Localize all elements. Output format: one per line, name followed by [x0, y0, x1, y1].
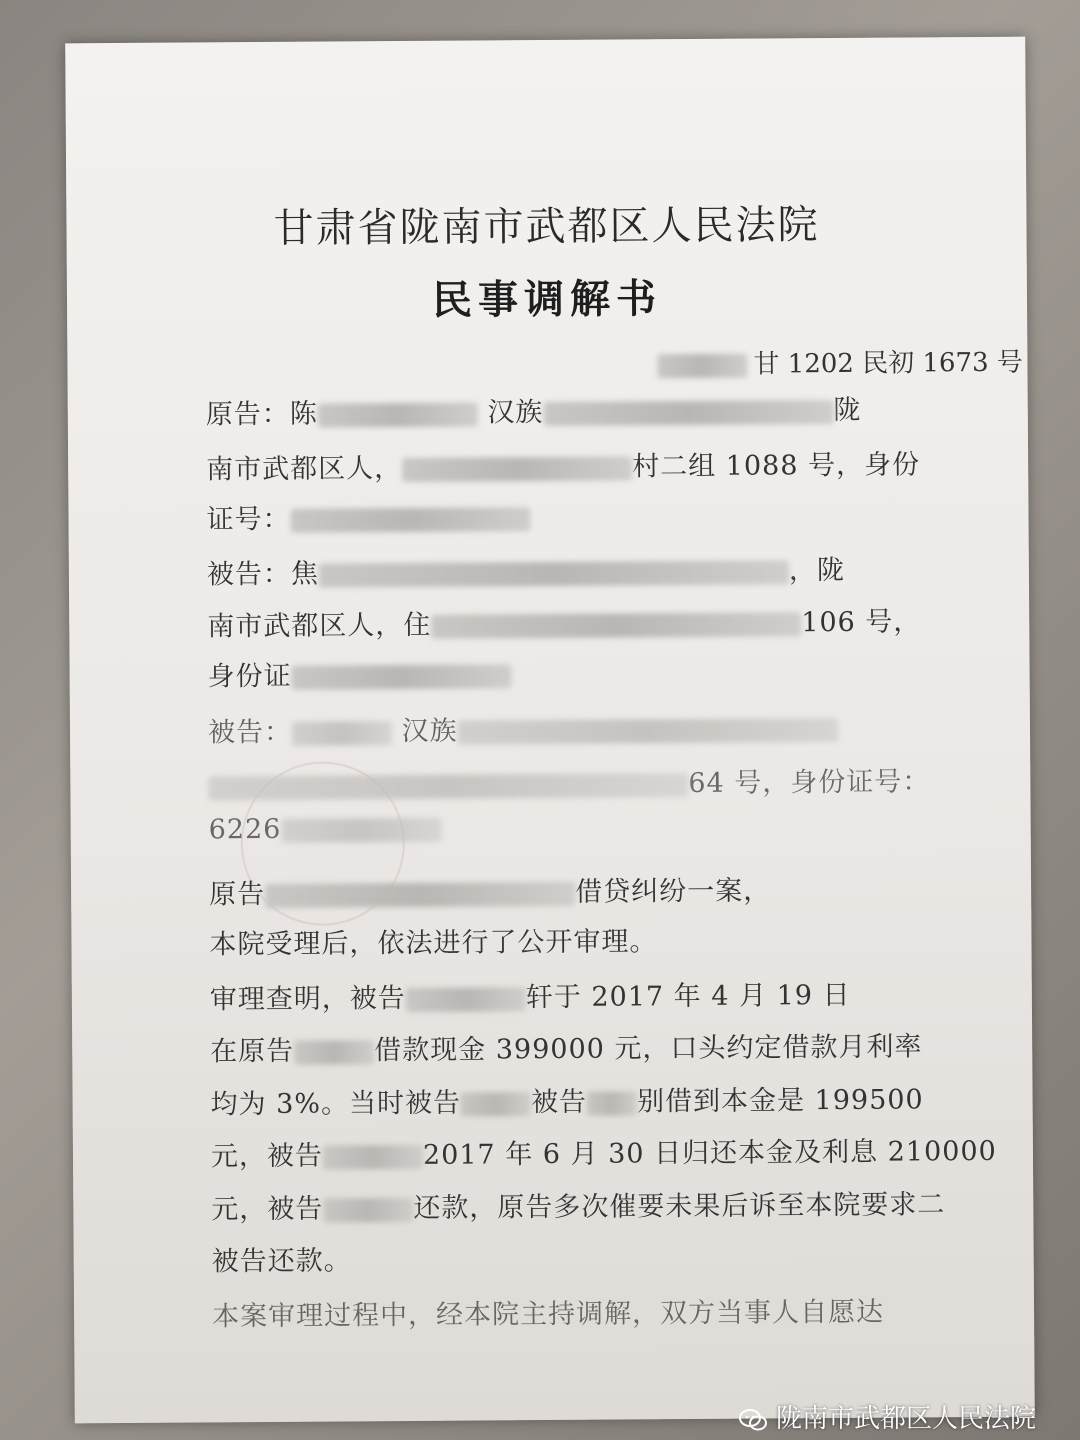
defendant1-line-3 — [207, 652, 511, 693]
text: 64 号，身份证号： — [688, 766, 931, 800]
text: 原告：陈 — [205, 398, 318, 431]
redacted-block — [318, 402, 478, 427]
court-title: 甘肃省陇南市武都区人民法院 — [273, 202, 820, 252]
facts-line-1 — [210, 973, 851, 1016]
defendant1-line-1 — [207, 548, 845, 591]
text: 元，被告 — [210, 1140, 324, 1173]
text: 被告 — [530, 1086, 588, 1119]
text: 106 号， — [801, 606, 922, 639]
defendant2-line-1 — [208, 706, 838, 749]
text: 汉族 — [487, 397, 544, 429]
case-line-1 — [209, 868, 771, 911]
redacted-block — [458, 717, 838, 744]
text: 均为 3%。当时被告 — [210, 1087, 462, 1121]
redacted-block — [292, 721, 392, 746]
redacted-block — [657, 354, 747, 379]
text: 6226 — [208, 813, 282, 846]
case-number-text: 甘 1202 民初 1673 号 — [753, 347, 1023, 380]
document-page — [65, 37, 1035, 1424]
text: 审理查明，被告 — [209, 983, 406, 1016]
text: 汉族 — [401, 715, 458, 748]
text: 村二组 1088 号，身份 — [632, 449, 921, 483]
redacted-block — [323, 1197, 413, 1222]
facts-line-2 — [210, 1024, 922, 1068]
redacted-block — [323, 1144, 423, 1169]
text: 陇 — [833, 394, 862, 427]
plaintiff-line-1 — [206, 388, 862, 432]
redacted-block — [543, 400, 833, 426]
text: 还款，原告多次催要未果后诉至本院要求二 — [413, 1189, 946, 1224]
facts-line-5 — [211, 1182, 945, 1226]
text: 证号： — [206, 503, 291, 536]
redacted-block — [265, 881, 575, 907]
redacted-block — [281, 817, 441, 842]
defendant2-line-2 — [208, 759, 930, 803]
text: 借款现金 399000 元，口头约定借款月利率 — [374, 1031, 923, 1067]
text: 原告 — [209, 878, 266, 911]
redacted-block — [431, 612, 801, 639]
text: ，陇 — [788, 554, 846, 587]
case-number — [657, 342, 1023, 382]
text: 2017 年 6 月 30 日归还本金及利息 210000 — [422, 1135, 997, 1171]
text: 本院受理后，依法进行了公开审理。 — [209, 926, 658, 961]
text: 南市武都区人， — [206, 453, 403, 486]
text: 被告：焦 — [206, 558, 320, 591]
redacted-block — [319, 560, 789, 587]
redacted-block — [461, 1092, 531, 1116]
plaintiff-line-2 — [206, 442, 920, 486]
text: 在原告 — [210, 1035, 295, 1068]
wechat-icon — [738, 1408, 768, 1432]
text: 别借到本金是 199500 — [636, 1084, 924, 1118]
watermark-text: 陇南市武都区人民法院 — [776, 1404, 1037, 1434]
facts-line-4 — [211, 1129, 997, 1173]
facts-line-6 — [212, 1238, 352, 1278]
text: 南市武都区人，住 — [207, 609, 432, 643]
text: 本案审理过程中，经本院主持调解，双方当事人自愿达 — [211, 1296, 885, 1333]
text: 被告还款。 — [211, 1245, 352, 1278]
facts-line-3 — [210, 1077, 923, 1121]
text: 元，被告 — [211, 1193, 324, 1226]
redacted-block — [402, 456, 632, 482]
redacted-block — [208, 773, 688, 800]
case-line-2 — [209, 919, 657, 961]
redacted-block — [406, 987, 526, 1012]
plaintiff-line-3 — [206, 495, 530, 536]
text: 借贷纠纷一案， — [575, 875, 772, 908]
redacted-block — [587, 1091, 637, 1115]
redacted-block — [292, 664, 512, 690]
wechat-watermark — [738, 1398, 1036, 1435]
redacted-block — [294, 1040, 374, 1065]
mediation-line-1 — [212, 1290, 884, 1334]
defendant1-line-2 — [207, 599, 921, 643]
document-title: 民事调解书 — [431, 275, 663, 324]
defendant2-line-3 — [209, 813, 442, 846]
redacted-block — [290, 507, 530, 533]
text: 身份证 — [207, 660, 292, 693]
text: 被告： — [207, 716, 293, 749]
text: 轩于 2017 年 4 月 19 日 — [525, 979, 851, 1014]
